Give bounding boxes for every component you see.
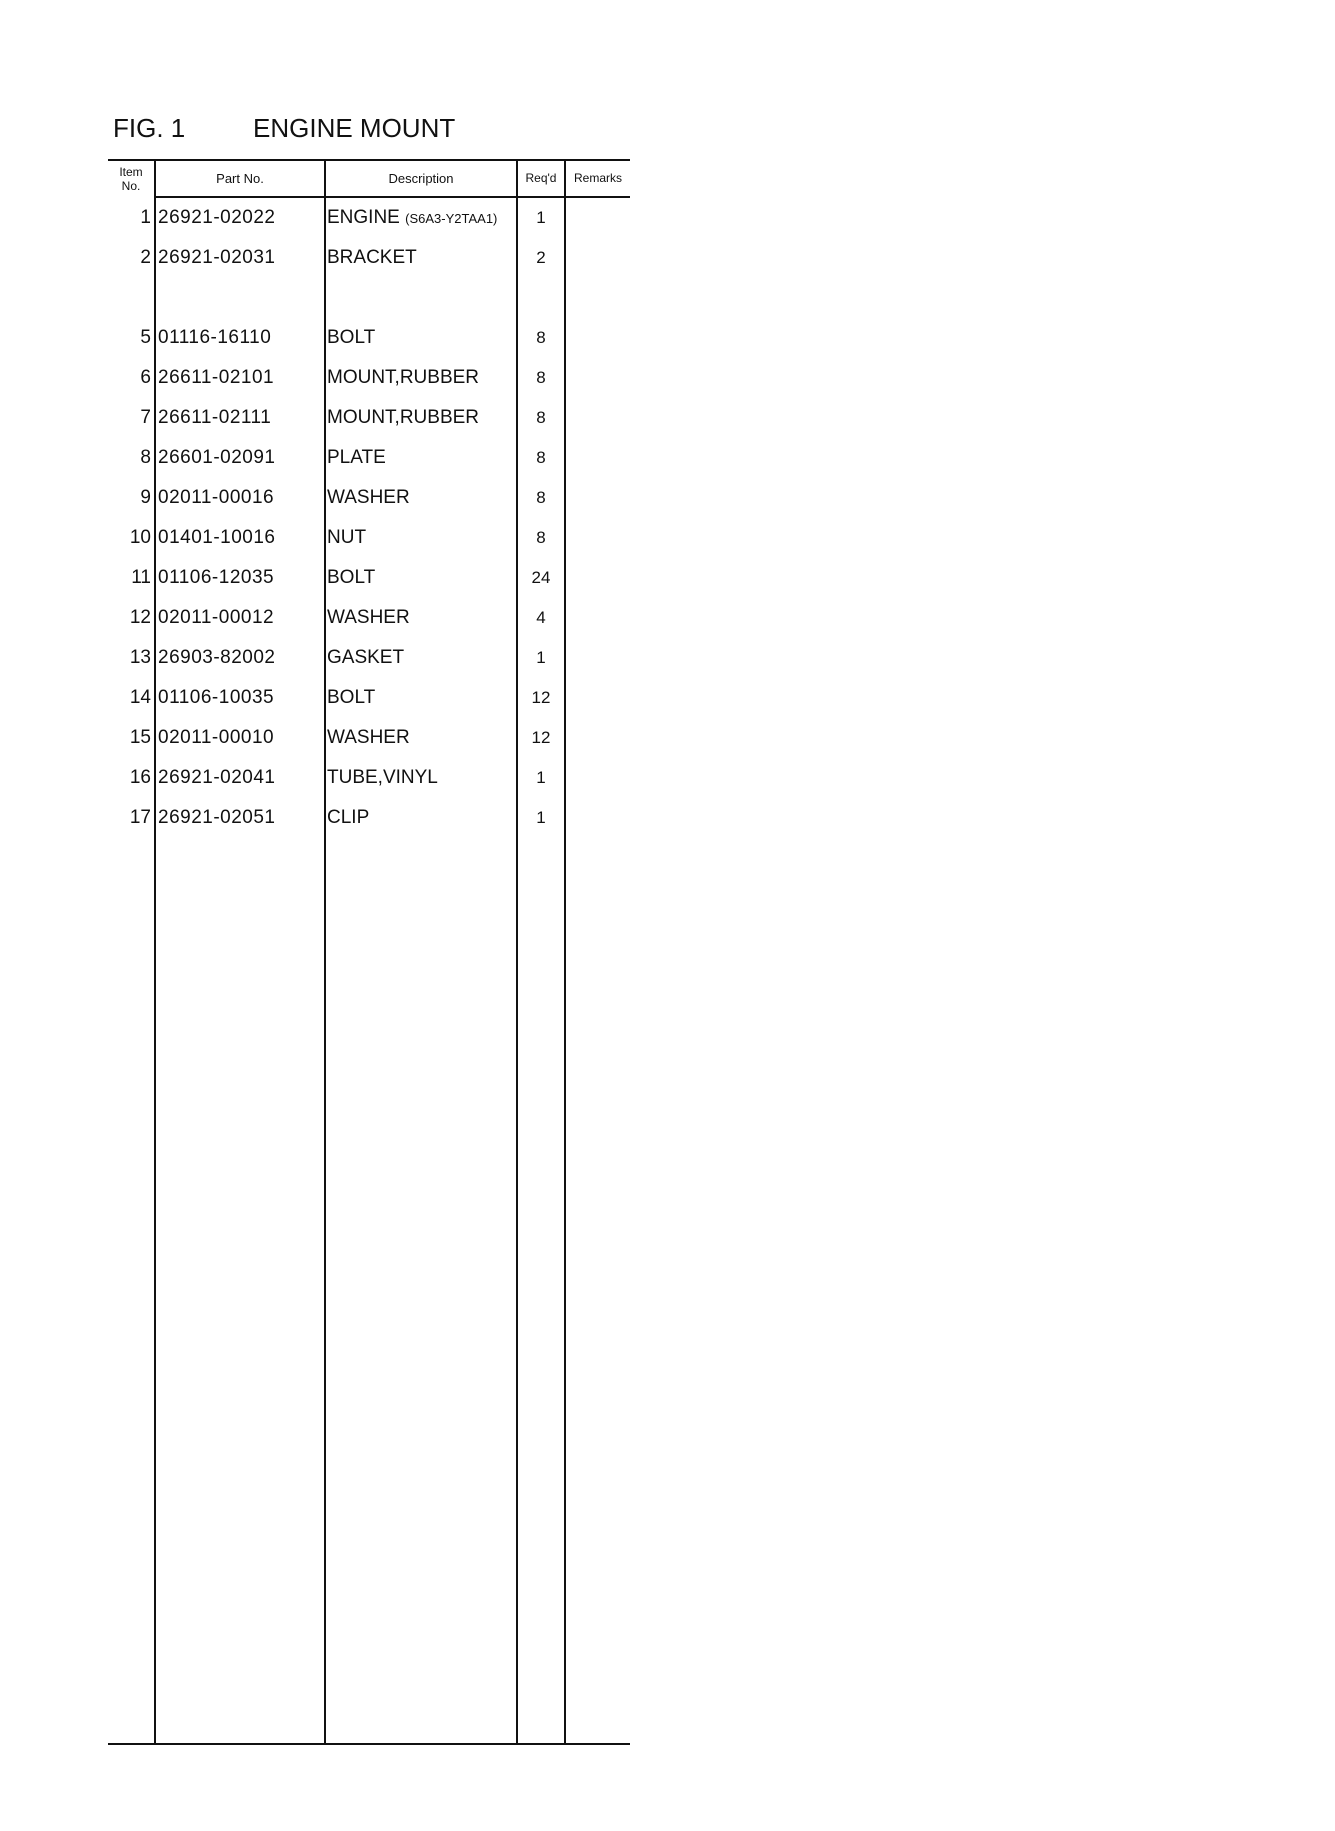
item-no: 13 [129, 647, 151, 668]
qty-required: 8 [536, 408, 546, 427]
item-no: 12 [129, 607, 151, 628]
item-no: 10 [129, 527, 151, 548]
remarks [566, 718, 630, 758]
qty-required: 24 [531, 568, 551, 587]
description: PLATE [327, 447, 386, 468]
header-part-no: Part No. [216, 171, 264, 186]
header-reqd: Req'd [525, 171, 557, 185]
remarks [566, 238, 630, 278]
part-no: 01106-12035 [158, 567, 275, 588]
description: CLIP [327, 807, 370, 828]
table-row [108, 518, 630, 558]
description: TUBE,VINYL [327, 767, 438, 788]
part-no: 26601-02091 [158, 447, 276, 468]
part-no: 26611-02101 [158, 367, 275, 388]
item-no: 9 [140, 487, 151, 508]
table-row [108, 678, 630, 718]
qty-required: 2 [536, 248, 546, 267]
part-no: 01106-10035 [158, 687, 275, 708]
qty-required: 1 [536, 648, 546, 667]
header-item-no [108, 161, 154, 196]
item-no: 8 [140, 447, 151, 468]
remarks [566, 638, 630, 678]
remarks [566, 318, 630, 358]
remarks [566, 438, 630, 478]
part-no: 02011-00010 [158, 727, 275, 748]
header-description: Description [388, 171, 454, 186]
item-no: 11 [131, 567, 151, 588]
item-no: 16 [129, 767, 151, 788]
table-row [108, 358, 630, 398]
parts-table [108, 159, 630, 1745]
part-no: 02011-00016 [158, 487, 275, 508]
description: WASHER [327, 727, 410, 748]
qty-required: 12 [531, 728, 551, 747]
item-no: 1 [140, 207, 151, 228]
item-no: 7 [140, 407, 151, 428]
header-remarks: Remarks [573, 171, 622, 185]
qty-required: 12 [531, 688, 551, 707]
qty-required: 8 [536, 328, 546, 347]
figure-number: FIG. 1 [113, 113, 186, 143]
table-row [108, 318, 630, 358]
remarks [566, 558, 630, 598]
item-no: 15 [129, 727, 151, 748]
table-row [108, 478, 630, 518]
table-row [108, 758, 630, 798]
description: BOLT [327, 567, 376, 588]
table-row [108, 558, 630, 598]
part-no: 26921-02022 [158, 207, 276, 228]
part-no: 01401-10016 [158, 527, 276, 548]
remarks [566, 678, 630, 718]
remarks [566, 518, 630, 558]
description [327, 198, 517, 238]
table-row [108, 438, 630, 478]
table-row [108, 718, 630, 758]
qty-required: 1 [536, 808, 546, 827]
item-no: 2 [140, 247, 151, 268]
qty-required: 8 [536, 448, 546, 467]
qty-required: 8 [536, 488, 546, 507]
remarks [566, 358, 630, 398]
description: MOUNT,RUBBER [327, 367, 480, 388]
header-item-line1: Item [119, 164, 143, 179]
header-item-line2: No. [121, 178, 141, 193]
part-no: 26921-02051 [158, 807, 276, 828]
remarks [566, 598, 630, 638]
part-no: 26611-02111 [158, 407, 272, 428]
qty-required: 8 [536, 528, 546, 547]
description: BOLT [327, 687, 376, 708]
item-no: 5 [140, 327, 151, 348]
table-row [108, 238, 630, 278]
qty-required: 8 [536, 368, 546, 387]
figure-title [113, 113, 456, 144]
remarks [566, 758, 630, 798]
description-note: (S6A3-Y2TAA1) [405, 211, 498, 226]
qty-required: 4 [536, 608, 546, 627]
remarks [566, 478, 630, 518]
qty-required: 1 [536, 768, 546, 787]
part-no: 02011-00012 [158, 607, 275, 628]
description: MOUNT,RUBBER [327, 407, 480, 428]
description: WASHER [327, 607, 410, 628]
table-row [108, 398, 630, 438]
description: GASKET [327, 647, 405, 668]
table-row [108, 598, 630, 638]
part-no: 26903-82002 [158, 647, 276, 668]
table-row [108, 198, 630, 238]
description-text: ENGINE [327, 207, 400, 228]
description: BRACKET [327, 247, 417, 268]
qty-required: 1 [536, 208, 546, 227]
table-row [108, 798, 630, 838]
description: NUT [327, 527, 367, 548]
figure-name: ENGINE MOUNT [253, 113, 456, 143]
item-no: 14 [129, 687, 151, 708]
part-no: 26921-02041 [158, 767, 276, 788]
part-no: 01116-16110 [158, 327, 272, 348]
remarks [566, 798, 630, 838]
table-row [108, 638, 630, 678]
description: WASHER [327, 487, 410, 508]
remarks [566, 198, 630, 238]
description: BOLT [327, 327, 376, 348]
part-no: 26921-02031 [158, 247, 276, 268]
item-no: 17 [129, 807, 151, 828]
remarks [566, 398, 630, 438]
item-no: 6 [140, 367, 151, 388]
